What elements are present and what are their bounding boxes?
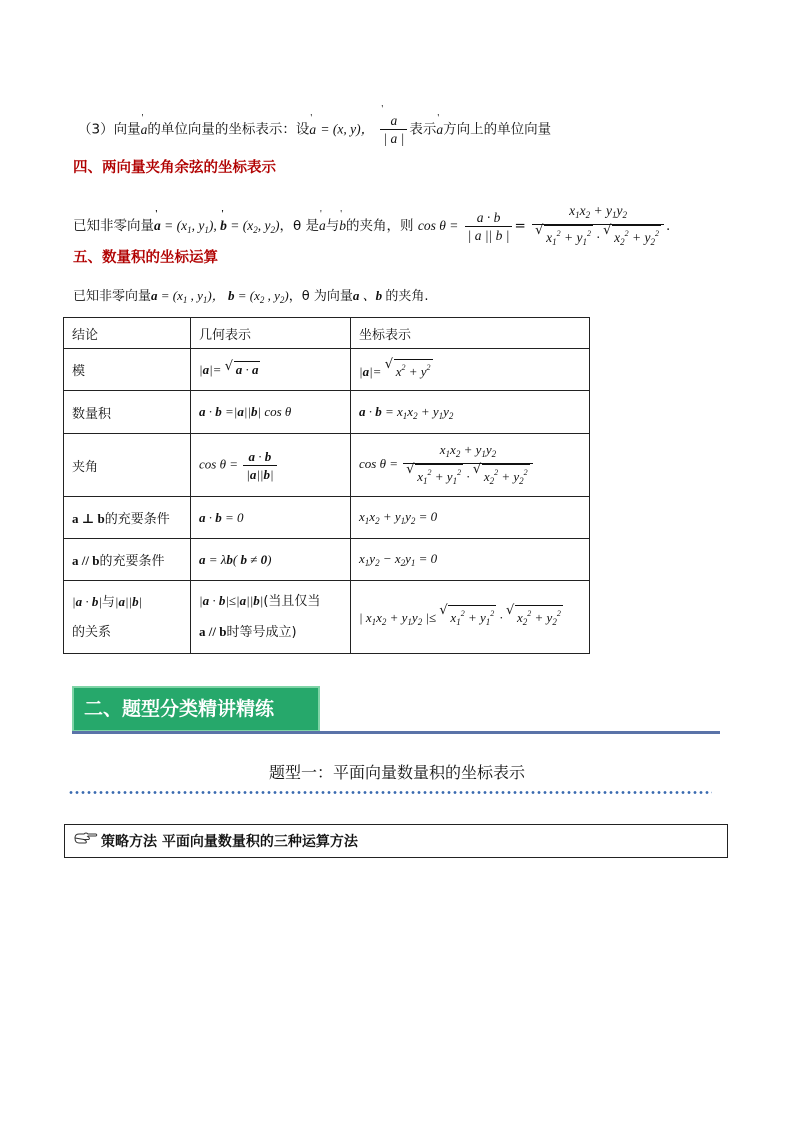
table-row — [64, 581, 590, 654]
coord-parallel: $x_1y_2 - x_2y_1 = 0$ — [351, 539, 590, 581]
angle-text3: 与 — [325, 218, 340, 234]
section5-heading: 五、数量积的坐标运算 — [73, 250, 218, 266]
coord-dot: $a \cdot b = x_1x_2 + y_1y_2$ — [351, 391, 590, 434]
row-label-relation: |a · b|与|a||b| 的关系 — [64, 581, 191, 654]
table-row — [64, 434, 590, 497]
geo-dot: a · b =|a||b| cos θ — [191, 391, 351, 434]
table-row — [64, 539, 590, 581]
geo-angle: cos θ = $\frac{a \cdot b}{|a||b|}$ — [191, 434, 351, 497]
row-label-angle: 夹角 — [64, 434, 191, 497]
cos-fraction-2: $x_1x_2 + y_1y_2$ √ $x_1^2 + y_1^2$ · √ $x_2^2 + y_2^2$ — [532, 202, 664, 250]
angle-text4: 的夹角，则 — [346, 218, 414, 234]
strategy-text: 策略方法 平面向量数量积的三种运算方法 — [101, 834, 358, 850]
coord-relation: | $x_1x_2 + y_1y_2$ |≤ √ $x_1^2 + y_1^2$ · √ $x_2^2 + y_2^2$ — [351, 581, 590, 654]
angle-text1: 已知非零向量 — [73, 218, 154, 234]
row-label-perp: a ⊥ b的充要条件 — [64, 497, 191, 539]
intro-post: ，θ 为向量 — [288, 289, 353, 304]
unit-vector-middle: 的单位向量的坐标表示：设 — [147, 121, 310, 138]
intro-end: 的夹角. — [385, 289, 429, 304]
math-eq: = (x, y)， — [320, 121, 375, 137]
row-label-dot: 数量积 — [64, 391, 191, 434]
coord-angle: cos θ = $x_1x_2 + y_1y_2$ √ $x_1^2 + y_1^2$ · √ $x_2^2 + y_2^2$ — [351, 434, 590, 497]
section-banner: 二、题型分类精讲精练 — [72, 686, 320, 732]
math-vectors: ' $a = (x_1$, $y_1$), ' $b = (x_2$, $y_2$) — [154, 218, 279, 233]
math-a: ' a — [309, 121, 316, 139]
unit-vector-tail2: 方向上的单位向量 — [443, 121, 552, 138]
table-row — [64, 497, 590, 539]
angle-cosine-line: 已知非零向量' $a = (x_1$, $y_1$), ' $b = (x_2$, $y_2$)，θ 是' a与' b的夹角，则 cos θ = $\frac{a \cdot b}{| a || b |}$ = $x_1x_2 + y_1y_2$ √ $x_1^2 + y_1^2$ · √ $x_2^2 + y_2^2$ . — [73, 202, 670, 250]
banner-rule — [72, 731, 720, 734]
unit-vector-lead: （3）向量 — [78, 121, 141, 138]
cos-fraction-1: $\frac{a \cdot b}{| a || b |}$ — [465, 209, 513, 244]
cos-label: cos θ = — [417, 218, 459, 233]
row-label-modulus: 模 — [64, 349, 191, 391]
strategy-box — [64, 824, 728, 858]
table-row — [64, 391, 590, 434]
row-label-parallel: a // b的充要条件 — [64, 539, 191, 581]
unit-vector-tail1: 表示 — [409, 121, 437, 138]
coord-modulus: |a|= √ $x^2 + y^2$ — [351, 349, 590, 391]
header-geometric: 几何表示 — [191, 318, 351, 349]
angle-text2: ，θ 是 — [279, 218, 320, 234]
dot-product-table — [63, 317, 590, 654]
math-a: ' a — [141, 121, 148, 139]
section5-intro: 已知非零向量$a = (x_1$ , $y_1$)， $b = (x_2$ , $y_2$)，θ 为向量a 、b 的夹角. — [73, 288, 429, 305]
coord-perp: $x_1x_2 + y_1y_2 = 0$ — [351, 497, 590, 539]
type-title: 题型一：平面向量数量积的坐标表示 — [268, 763, 525, 782]
geo-parallel: a = λb( b ≠ 0) — [191, 539, 351, 581]
header-coordinate: 坐标表示 — [351, 318, 590, 349]
section4-heading: 四、两向量夹角余弦的坐标表示 — [73, 160, 276, 176]
table-row — [64, 349, 590, 391]
pointing-hand-icon — [74, 831, 98, 849]
geo-perp: a · b = 0 — [191, 497, 351, 539]
dotted-divider — [68, 791, 712, 794]
unit-vector-line — [78, 112, 551, 147]
geo-relation: |a · b|≤|a||b|(当且仅当 a // b时等号成立) — [191, 581, 351, 654]
intro-pre: 已知非零向量 — [73, 289, 152, 304]
table-header-row — [64, 318, 590, 349]
unit-vector-fraction: ' $\frac{a}{| a |}$ — [380, 112, 407, 147]
header-conclusion: 结论 — [64, 318, 191, 349]
geo-modulus: |a|= √ a · a — [191, 349, 351, 391]
math-a: ' a — [436, 121, 443, 139]
